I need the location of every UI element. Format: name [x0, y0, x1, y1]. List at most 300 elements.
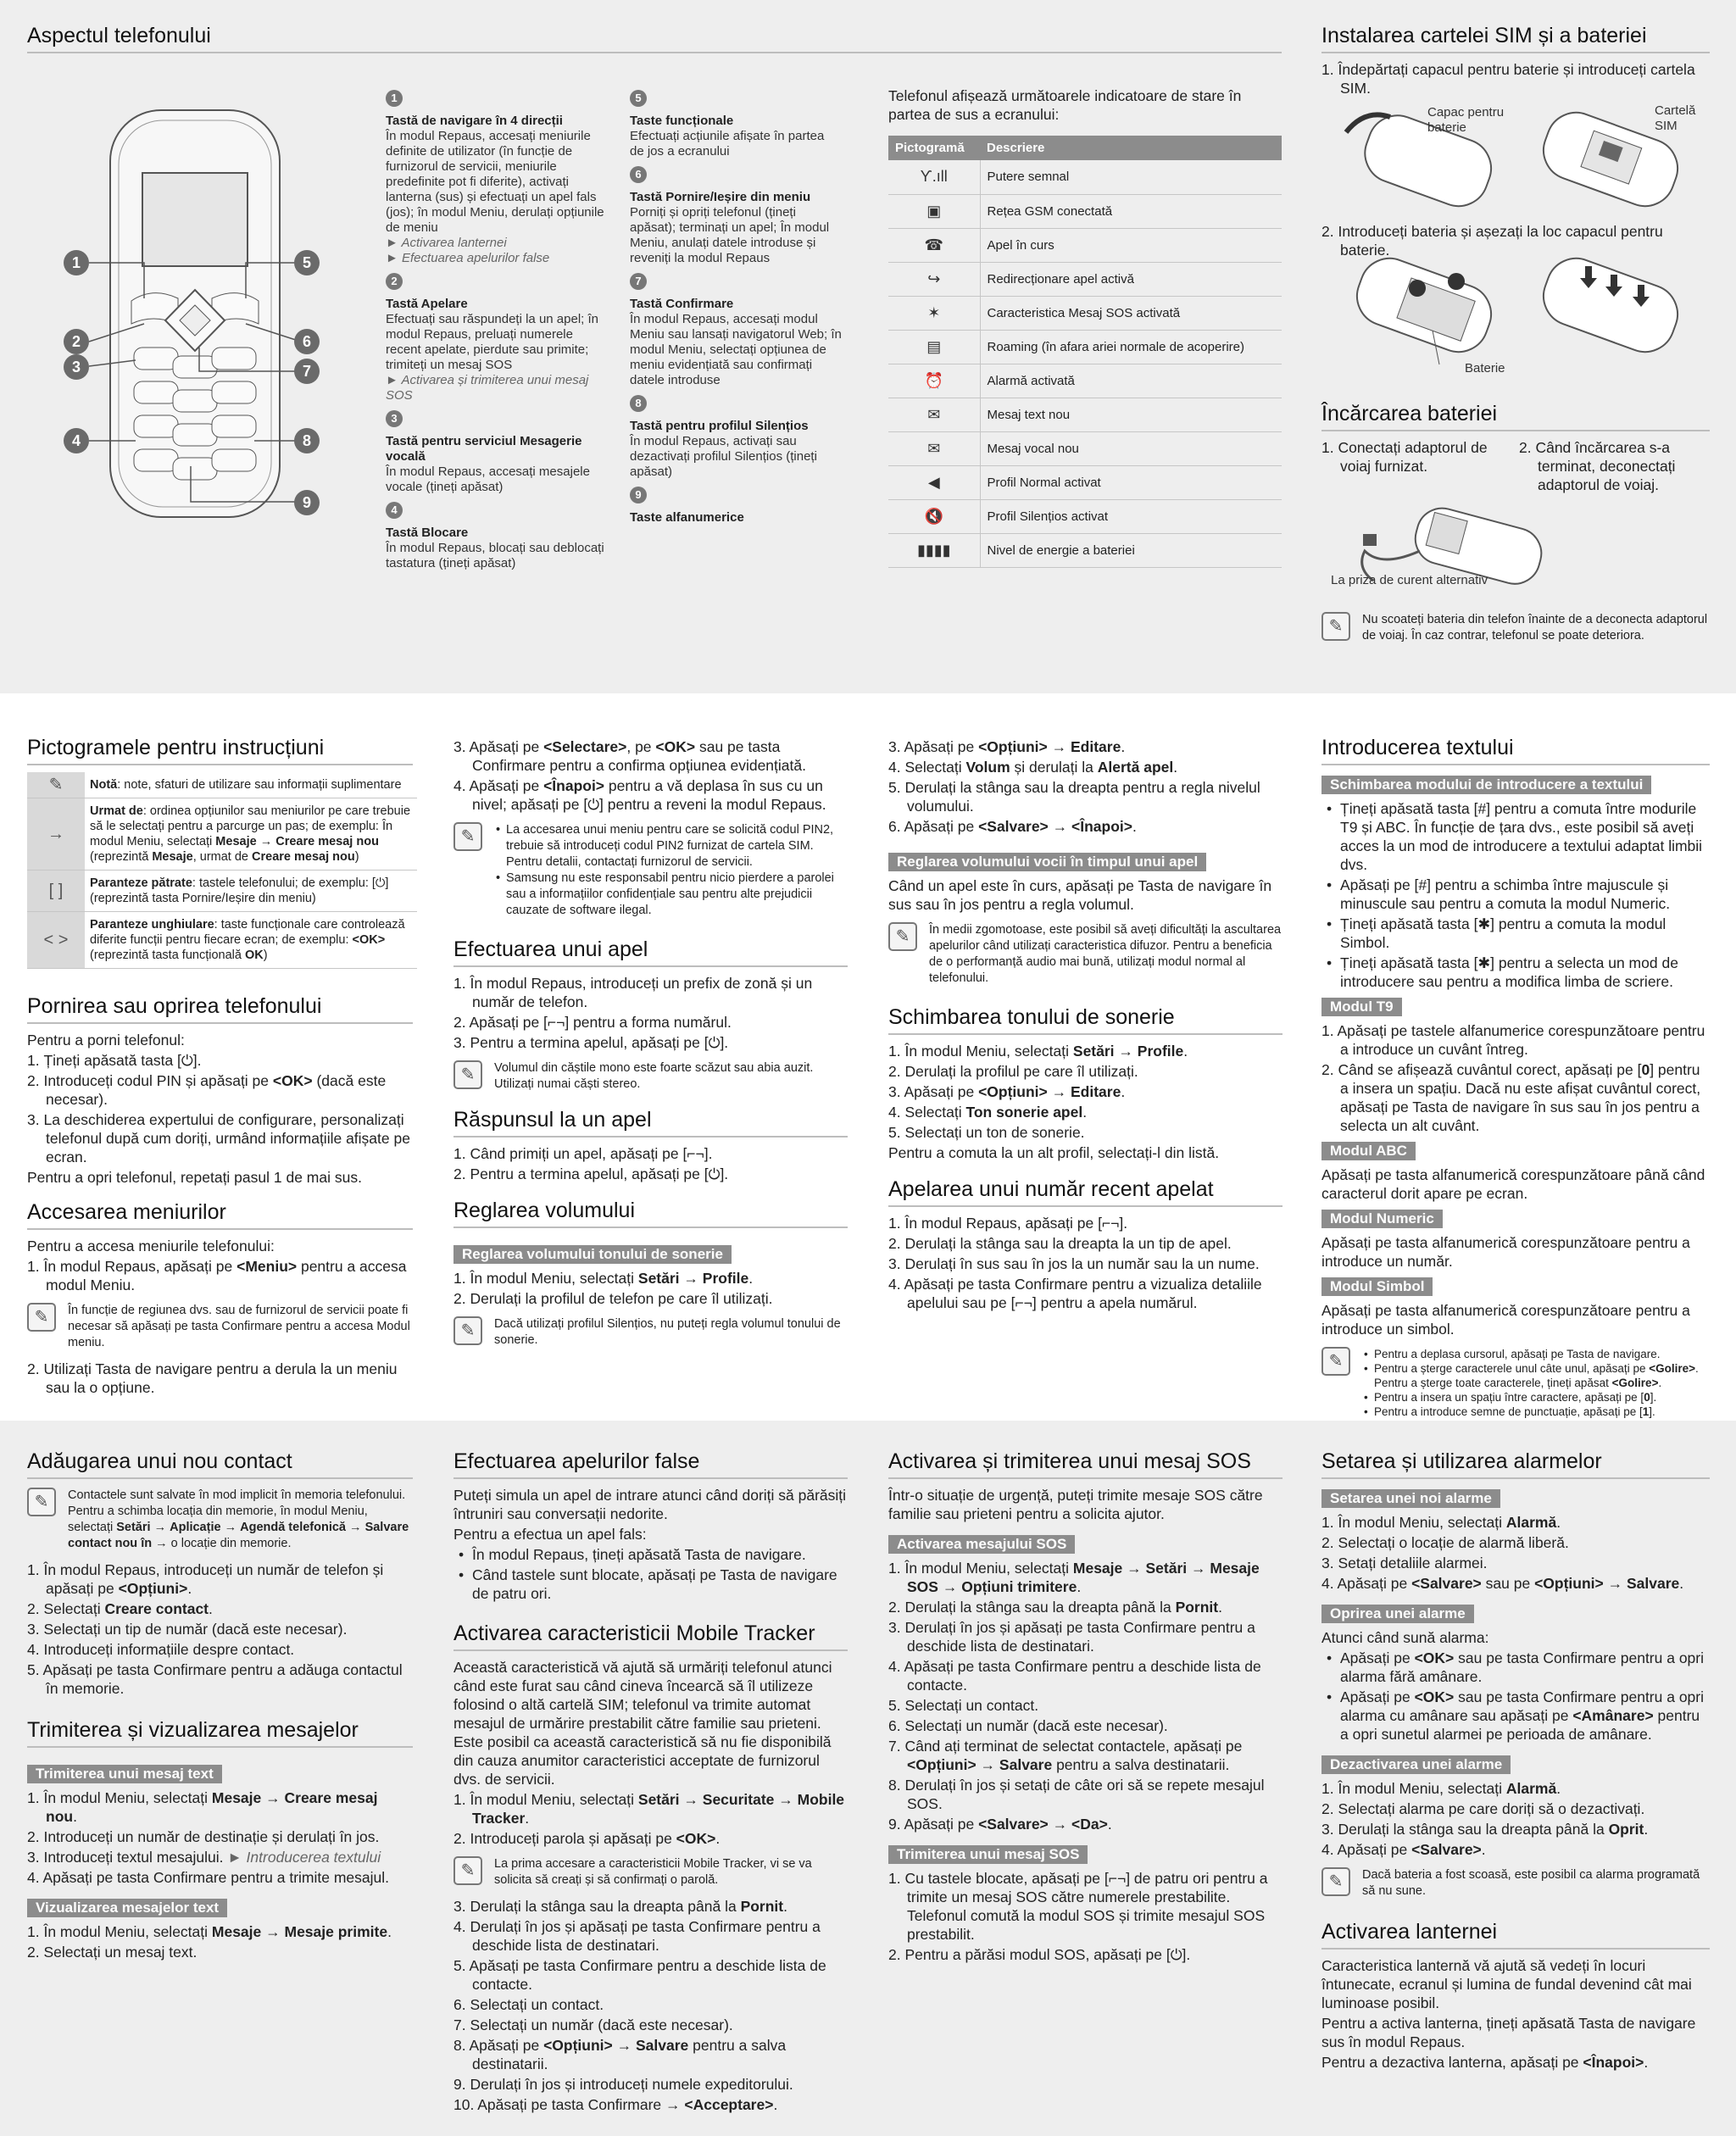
- indicator-desc: Redirecționare apel activă: [980, 262, 1282, 296]
- fake-call-title: Efectuarea apelurilor false: [453, 1449, 848, 1479]
- list-item: 4. Apăsați pe <Salvare>.: [1321, 1841, 1486, 1858]
- list-item: 3. Derulați la stânga sau la dreapta până la Pornit.: [453, 1898, 787, 1915]
- list-item: 3. Derulați în jos și apăsați pe tasta Confirmare pentru a deschide lista de destinatari.: [888, 1619, 1255, 1655]
- indicators-header-icon: Pictogramă: [888, 136, 980, 160]
- list-item: 1. Când primiți un apel, apăsați pe [⌐¬].: [453, 1145, 713, 1162]
- key-title: Taste alfanumerice: [630, 510, 744, 525]
- s2-col-2: [453, 737, 848, 1357]
- list-item: 5. Selectați un contact.: [888, 1697, 1039, 1714]
- numeric-subtitle: Modul Numeric: [1321, 1210, 1443, 1228]
- s2-col-3: [888, 737, 1283, 1314]
- list-item: • Țineți apăsată tasta [#] pentru a comuta între modurile T9 și ABC. În funcție de țara dvs., este posibil să aveți acces la un mod de introducere a textului adaptat limbii dvs.: [1321, 799, 1710, 874]
- abc-text: Apăsați pe tasta alfanumerică corespunzătoare până când caracterul dorit apare pe ecran.: [1321, 1166, 1705, 1202]
- sos-activate-steps: [888, 1559, 1283, 1833]
- list-item: • Pentru a insera un spațiu între caractere, apăsați pe [0].: [1362, 1390, 1710, 1405]
- list-item: 8. Derulați în jos și setați de câte ori să se repete mesajul SOS.: [888, 1777, 1265, 1812]
- list-item: 4. Apăsați pe tasta Confirmare pentru a trimite mesajul.: [27, 1869, 390, 1886]
- lamp-paragraph: Pentru a activa lanterna, țineți apăsată Tasta de navigare sus în modul Repaus.: [1321, 2015, 1696, 2050]
- list-item: 4. Apăsați pe <Înapoi> pentru a vă deplasa în sus cu un nivel; apăsați pe [⏻] pentru a reveni la modul Repaus.: [453, 777, 826, 813]
- list-item: 4. Derulați în jos și apăsați pe tasta Confirmare pentru a deschide lista de destinatari.: [453, 1918, 821, 1954]
- key-title: Tastă Confirmare: [630, 297, 734, 311]
- list-item: 2. Când se afișează cuvântul corect, apăsați pe [0] pentru a insera un spațiu. Dacă nu este afișat cuvântul corect, apăsați pe Tasta de navigare în sus sau în jos pentru a selecta un alt cuvânt.: [1321, 1061, 1701, 1134]
- list-item: 2. Selectați alarma pe care doriți să o dezactivați.: [1321, 1800, 1645, 1817]
- note-icon: ✎: [888, 922, 917, 951]
- list-item: 3. Introduceți textul mesajului. ► Introducerea textului: [27, 1849, 381, 1866]
- callout-8: 8: [294, 428, 320, 453]
- alarm-stop-subtitle: Oprirea unei alarme: [1321, 1605, 1474, 1623]
- list-item: 2. Derulați la stânga sau la dreapta până la Pornit.: [888, 1599, 1222, 1616]
- volume-title: Reglarea volumului: [453, 1199, 848, 1228]
- key-9: [630, 480, 842, 526]
- note-icon: ✎: [27, 1488, 56, 1516]
- t9-steps: [1321, 1021, 1710, 1135]
- power-intro: Pentru a porni telefonul:: [27, 1032, 185, 1049]
- legend-symbol: →: [27, 798, 85, 871]
- menu-steps-2: [27, 1360, 413, 1397]
- sim-step-2: 2. Introduceți bateria și așezați la loc capacul pentru baterie.: [1321, 223, 1663, 259]
- key-body: În modul Repaus, blocați sau deblocați tastatura (țineți apăsat): [386, 541, 604, 570]
- key-title: Taste funcționale: [630, 114, 734, 128]
- note-icon: ✎: [453, 1316, 482, 1345]
- voice-note: [888, 922, 1283, 987]
- sos-send-steps: [888, 1869, 1283, 1964]
- lamp-title: Activarea lanternei: [1321, 1920, 1710, 1950]
- list-item: 2. Introduceți codul PIN și apăsați pe <OK> (dacă este necesar).: [27, 1072, 387, 1108]
- key-body: În modul Repaus, accesați meniurile definite de utilizator (în funcție de furnizorul de servicii, meniurile predefinite pot fi diferite), activați lanterna (sus) și efectuați un apel fals (jos); în modul Meniu, derulați opțiunile de meniu: [386, 129, 604, 235]
- key-number: 5: [630, 90, 647, 107]
- legend-text: Paranteze unghiulare: taste funcționale care controlează diferite funcții pentru fiecare ecran; de exemplu: <OK> (reprezintă tasta funcțională OK): [85, 912, 417, 969]
- sos-send-subtitle: Trimiterea unui mesaj SOS: [888, 1845, 1088, 1864]
- legend-symbol: ✎: [27, 772, 85, 798]
- key-title: Tastă Pornire/Ieșire din meniu: [630, 190, 811, 204]
- note-icon: ✎: [1321, 612, 1350, 641]
- list-item: 2. Apăsați pe [⌐¬] pentru a forma numărul.: [453, 1014, 732, 1031]
- list-item: 4. Selectați Ton sonerie apel.: [888, 1104, 1088, 1121]
- legend-row: [27, 871, 417, 912]
- list-item: • Apăsați pe <OK> sau pe tasta Confirmare pentru a opri alarma cu amânare sau apăsați pe <Amânare> pentru a opri sunetul alarmei pe perioada de amânare.: [1321, 1688, 1710, 1744]
- key-7: [630, 266, 842, 388]
- alarm-set-steps: [1321, 1513, 1710, 1593]
- legend-symbol: [ ]: [27, 871, 85, 912]
- legend-text: Paranteze pătrate: tastele telefonului; de exemplu: [⏻] (reprezintă tasta Pornire/Ieșire din meniu): [85, 871, 417, 912]
- key-title: Tastă pentru profilul Silențios: [630, 419, 809, 433]
- key-body: Efectuați acțiunile afișate în partea de jos a ecranului: [630, 129, 825, 159]
- list-item: 3. La deschiderea expertului de configurare, personalizați telefonul după cum doriți, urmând informațiile afișate pe ecran.: [27, 1111, 410, 1165]
- sim-step-1: 1. Îndepărtați capacul pentru baterie și introduceți cartela SIM.: [1321, 61, 1695, 97]
- aspect-section: [27, 24, 1282, 60]
- numeric-text: Apăsați pe tasta alfanumerică corespunzătoare pentru a introduce un număr.: [1321, 1234, 1690, 1270]
- keys-col-a: [386, 83, 610, 571]
- legend-text: Urmat de: ordinea opțiunilor sau meniurilor pe care trebuie să le selectați pentru a parcurge un pas; de exemplu: În modul Meniu, selectați Mesaje → Creare mesaj nou (reprezintă Mesaje, urmat de Creare mesaj nou): [85, 798, 417, 871]
- key-link[interactable]: ► Activarea și trimiterea unui mesaj SOS: [386, 373, 589, 403]
- volume-steps: [453, 1269, 848, 1308]
- list-item: 6. Apăsați pe <Salvare> → <Înapoi>.: [888, 818, 1137, 835]
- indicator-desc: Mesaj vocal nou: [980, 431, 1282, 465]
- key-body: În modul Repaus, accesați mesajele vocale (țineți apăsat): [386, 464, 590, 494]
- note-text: La prima accesare a caracteristicii Mobile Tracker, vi se va solicita să creați și să confirmați o parolă.: [494, 1857, 812, 1887]
- list-item: • La accesarea unui meniu pentru care se solicită codul PIN2, trebuie să introduceți codul PIN2 furnizat de cartela SIM. Pentru detalii, contactați furnizorul de servicii.: [494, 822, 848, 871]
- indicator-icon: ✉: [888, 398, 980, 431]
- key-title: Tastă de navigare în 4 direcții: [386, 114, 563, 128]
- text-notes: [1321, 1347, 1710, 1419]
- list-item: 4. Apăsați pe <Salvare> sau pe <Opțiuni> → Salvare.: [1321, 1575, 1684, 1592]
- indicators-section: [888, 86, 1282, 568]
- list-item: 5. Apăsați pe tasta Confirmare pentru a deschide lista de contacte.: [453, 1957, 826, 1993]
- power-outro: Pentru a opri telefonul, repetați pasul 1 de mai sus.: [27, 1169, 362, 1186]
- symbol-subtitle: Modul Simbol: [1321, 1277, 1433, 1296]
- indicator-row: [888, 194, 1282, 228]
- tracker-note: [453, 1856, 848, 1888]
- key-link[interactable]: ► Efectuarea apelurilor false: [386, 251, 550, 265]
- indicator-icon: ▮▮▮▮: [888, 533, 980, 567]
- list-item: 2. Introduceți un număr de destinație și derulați în jos.: [27, 1828, 380, 1845]
- list-item: • Pentru a deplasa cursorul, apăsați pe Tasta de navigare.: [1362, 1347, 1710, 1361]
- key-number: 4: [386, 502, 403, 519]
- phone-diagram: [51, 102, 339, 542]
- charge-note-wrap: [1321, 604, 1710, 653]
- sos-text: Într-o situație de urgență, puteți trimite mesaje SOS către familie sau prieteni pentru a solicita ajutor.: [888, 1487, 1263, 1522]
- ring-title: Schimbarea tonului de sonerie: [888, 1005, 1283, 1035]
- indicator-row: [888, 431, 1282, 465]
- list-item: • Samsung nu este responsabil pentru nicio pierdere a parolei sau a informațiilor confidențiale sau pentru alte prejudicii cauzate de software ilegal.: [494, 871, 848, 919]
- list-item: 1. Cu tastele blocate, apăsați pe [⌐¬] de patru ori pentru a trimite un mesaj SOS către numerele prestabilite. Telefonul comută la modul SOS și trimite mesajul SOS prestabilit.: [888, 1870, 1268, 1943]
- indicator-row: [888, 499, 1282, 533]
- label-battery-cover: Capac pentru baterie: [1427, 105, 1505, 135]
- note-text: În funcție de regiunea dvs. sau de furnizorul de servicii poate fi necesar să apăsați pe tasta Confirmare pentru a accesa Modul meniu.: [68, 1304, 410, 1349]
- indicator-row: [888, 364, 1282, 398]
- list-item: 1. În modul Meniu, selectați Setări → Profile.: [888, 1043, 1188, 1060]
- list-item: 10. Apăsați pe tasta Confirmare → <Acceptare>.: [453, 2096, 778, 2113]
- key-number: 3: [386, 410, 403, 427]
- list-item: 2. Selectați Creare contact.: [27, 1600, 213, 1617]
- indicator-desc: Putere semnal: [980, 160, 1282, 194]
- sos-title: Activarea și trimiterea unui mesaj SOS: [888, 1449, 1283, 1479]
- messages-title: Trimiterea și vizualizarea mesajelor: [27, 1718, 413, 1748]
- list-item: • Țineți apăsată tasta [✱] pentru a selecta un mod de introducere sau pentru a modifica limba de scriere.: [1321, 954, 1710, 991]
- list-item: 2. Selectați o locație de alarmă liberă.: [1321, 1534, 1569, 1551]
- list-item: 1. În modul Meniu, selectați Mesaje → Mesaje primite.: [27, 1923, 392, 1940]
- key-number: 9: [630, 487, 647, 503]
- list-item: 2. Utilizați Tasta de navigare pentru a derula la un meniu sau la o opțiune.: [27, 1360, 398, 1396]
- text-bullets: [1321, 799, 1710, 991]
- call-note: [453, 1060, 848, 1093]
- send-message-subtitle: Trimiterea unui mesaj text: [27, 1765, 222, 1783]
- s3-col-3: [888, 1449, 1283, 1966]
- answer-steps: [453, 1144, 848, 1183]
- menu-note: [27, 1303, 413, 1351]
- indicator-row: [888, 330, 1282, 364]
- alarm-note: [1321, 1867, 1710, 1900]
- key-number: 1: [386, 90, 403, 107]
- list-item: 4. Apăsați pe tasta Confirmare pentru a vizualiza detaliile apelului sau pe [⌐¬] pentru a apela numărul.: [888, 1276, 1262, 1311]
- label-sim-card: Cartelă SIM: [1655, 103, 1696, 133]
- key-1: [386, 83, 610, 266]
- picto-title: Pictogramele pentru instrucțiuni: [27, 736, 413, 765]
- key-body: Efectuați sau răspundeți la un apel; în modul Repaus, preluați numerele recent apelate, pierdute sau primite; trimiteți un mesaj SOS: [386, 312, 599, 372]
- note-icon: ✎: [453, 1060, 482, 1089]
- view-messages-subtitle: Vizualizarea mesajelor text: [27, 1899, 227, 1917]
- list-item: 1. În modul Meniu, selectați Alarmă.: [1321, 1780, 1561, 1797]
- legend-row: [27, 798, 417, 871]
- key-4: [386, 495, 610, 571]
- list-item: 9. Apăsați pe <Salvare> → <Da>.: [888, 1816, 1112, 1833]
- note-text: Volumul din căștile mono este foarte scăzut sau abia auzit. Utilizați numai căști stereo.: [494, 1061, 814, 1091]
- call-title: Efectuarea unui apel: [453, 937, 848, 967]
- symbol-text: Apăsați pe tasta alfanumerică corespunzătoare pentru a introduce un simbol.: [1321, 1302, 1690, 1338]
- list-item: 4. Apăsați pe tasta Confirmare pentru a deschide lista de contacte.: [888, 1658, 1261, 1694]
- indicator-row: [888, 533, 1282, 567]
- menu-title: Accesarea meniurilor: [27, 1200, 413, 1230]
- legend-row: [27, 772, 417, 798]
- note-icon: ✎: [1321, 1347, 1350, 1376]
- recent-title: Apelarea unui număr recent apelat: [888, 1177, 1283, 1207]
- s2-col-4: [1321, 736, 1710, 1427]
- indicator-icon: ✉: [888, 431, 980, 465]
- power-steps: [27, 1051, 413, 1166]
- callout-2: 2: [64, 329, 89, 354]
- sim-section: [1321, 24, 1710, 99]
- s3-col-4: [1321, 1449, 1710, 2073]
- contact-title: Adăugarea unui nou contact: [27, 1449, 413, 1479]
- key-number: 6: [630, 166, 647, 183]
- note-text: În medii zgomotoase, este posibil să aveți dificultăți la ascultarea apelurilor când utilizați caracteristica difuzor. Pentru a beneficia de o performanță audio mai bună, utilizați modul normal al telefonului.: [929, 923, 1282, 985]
- sim-title: Instalarea cartelei SIM și a bateriei: [1321, 24, 1710, 53]
- callout-6: 6: [294, 329, 320, 354]
- list-item: 2. Derulați la stânga sau la dreapta la un tip de apel.: [888, 1235, 1232, 1252]
- list-item: 7. Când ați terminat de selectat contactele, apăsați pe <Opțiuni> → Salvare pentru a salva destinatarii.: [888, 1738, 1243, 1773]
- indicator-icon: Ƴ.ıll: [888, 160, 980, 194]
- note-text: Contactele sunt salvate în mod implicit în memoria telefonului. Pentru a schimba locația din memorie, în modul Meniu, selectați Setări → Aplicație → Agendă telefonică → Salvare contact nou în → o locație din memorie.: [68, 1488, 409, 1550]
- key-number: 7: [630, 273, 647, 290]
- key-8: [630, 388, 842, 480]
- list-item: 1. Țineți apăsată tasta [⏻].: [27, 1052, 202, 1069]
- alarm-title: Setarea și utilizarea alarmelor: [1321, 1449, 1710, 1479]
- voice-subtitle: Reglarea volumului vocii în timpul unui apel: [888, 853, 1206, 871]
- list-item: 3. Derulați în sus sau în jos la un număr sau la un nume.: [888, 1255, 1260, 1272]
- list-item: 3. Apăsați pe <Opțiuni> → Editare.: [888, 738, 1126, 755]
- list-item: 3. Apăsați pe <Opțiuni> → Editare.: [888, 1083, 1126, 1100]
- indicator-icon: 🔇: [888, 499, 980, 533]
- list-item: 1. În modul Meniu, selectați Mesaje → Creare mesaj nou.: [27, 1789, 378, 1825]
- list-item: • Pentru a introduce semne de punctuație, apăsați pe [1].: [1362, 1405, 1710, 1419]
- key-title: Tastă Blocare: [386, 526, 469, 540]
- indicator-row: [888, 228, 1282, 262]
- alarm-stop-bullets: [1321, 1649, 1710, 1744]
- indicator-desc: Alarmă activată: [980, 364, 1282, 398]
- alarm-disable-subtitle: Dezactivarea unei alarme: [1321, 1755, 1511, 1774]
- menu-steps: [27, 1257, 413, 1294]
- t9-subtitle: Modul T9: [1321, 998, 1402, 1016]
- tracker-steps-cont: [453, 1897, 848, 2114]
- list-item: 7. Selectați un număr (dacă este necesar).: [453, 2016, 733, 2033]
- indicator-icon: ◀: [888, 465, 980, 499]
- list-item: 1. În modul Meniu, selectați Mesaje → Setări → Mesaje SOS → Opțiuni trimitere.: [888, 1560, 1260, 1595]
- volume-note: [453, 1316, 848, 1349]
- menu-notes: [453, 822, 848, 919]
- list-item: • Când tastele sunt blocate, apăsați pe Tasta de navigare de patru ori.: [453, 1566, 848, 1603]
- list-item: 5. Apăsați pe tasta Confirmare pentru a adăuga contactul în memorie.: [27, 1661, 403, 1697]
- list-item: 3. Pentru a termina apelul, apăsați pe [⏻].: [453, 1034, 729, 1051]
- fake-call-text: Puteți simula un apel de intrare atunci când doriți să părăsiți întruniri sau conversații nedorite.: [453, 1487, 847, 1522]
- key-body: În modul Repaus, activați sau dezactivați profilul Silențios (țineți apăsat): [630, 434, 817, 479]
- list-item: 1. În modul Meniu, selectați Alarmă.: [1321, 1514, 1561, 1531]
- abc-subtitle: Modul ABC: [1321, 1142, 1416, 1160]
- contact-note: [27, 1488, 413, 1552]
- callout-1: 1: [64, 250, 89, 275]
- alarm-stop-intro: Atunci când sună alarma:: [1321, 1629, 1489, 1646]
- send-message-steps: [27, 1788, 413, 1887]
- legend-symbol: < >: [27, 912, 85, 969]
- key-title: Tastă Apelare: [386, 297, 468, 311]
- sos-activate-subtitle: Activarea mesajului SOS: [888, 1535, 1075, 1554]
- voice-text: Când un apel este în curs, apăsați pe Tasta de navigare în sus sau în jos pentru a regla volumul.: [888, 877, 1272, 913]
- indicator-desc: Rețea GSM conectată: [980, 194, 1282, 228]
- lamp-text: [1321, 1956, 1710, 2072]
- charge-title: Încărcarea bateriei: [1321, 402, 1710, 431]
- call-steps: [453, 974, 848, 1052]
- volume-subtitle: Reglarea volumului tonului de sonerie: [453, 1245, 732, 1264]
- indicator-icon: ↪: [888, 262, 980, 296]
- charger-label: La priza de curent alternativ: [1331, 573, 1488, 587]
- indicator-row: [888, 262, 1282, 296]
- power-title: Pornirea sau oprirea telefonului: [27, 994, 413, 1024]
- s3-col-1: [27, 1449, 413, 1963]
- callout-4: 4: [64, 428, 89, 453]
- charge-note-text: Nu scoateți bateria din telefon înainte de a deconecta adaptorul de voiaj. În caz contrar, telefonul se poate deteriora.: [1362, 613, 1708, 642]
- list-item: 3. Selectați un tip de număr (dacă este necesar).: [27, 1621, 348, 1638]
- callout-3: 3: [64, 354, 89, 380]
- note-icon: ✎: [1321, 1867, 1350, 1896]
- note-text: Dacă utilizați profilul Silențios, nu puteți regla volumul tonului de sonerie.: [494, 1317, 841, 1347]
- indicator-desc: Profil Silențios activat: [980, 499, 1282, 533]
- indicators-table: [888, 136, 1282, 568]
- answer-title: Răspunsul la un apel: [453, 1108, 848, 1138]
- fake-call-intro: Pentru a efectua un apel fals:: [453, 1526, 647, 1543]
- key-5: [630, 83, 842, 159]
- alarm-set-subtitle: Setarea unei noi alarme: [1321, 1489, 1500, 1508]
- list-item: 2. Derulați la profilul de telefon pe care îl utilizați.: [453, 1290, 773, 1307]
- list-item: 4. Introduceți informațiile despre contact.: [27, 1641, 295, 1658]
- key-6: [630, 159, 842, 266]
- ring-steps: [888, 1042, 1283, 1142]
- key-link[interactable]: ► Activarea lanternei: [386, 236, 507, 250]
- tracker-text: Această caracteristică vă ajută să urmăriți telefonul atunci când este furat sau când cineva încearcă să îl utilizeze folosind o altă cartelă SIM; telefonul va trimite automat mesajul de urmărire prestabilit către familie sau prieteni. Este posibil ca această caracteristică să nu fie disponibilă din cauza anumitor caracteristici acceptate de furnizorul dvs. de servicii.: [453, 1659, 832, 1788]
- list-item: 2. Selectați un mesaj text.: [27, 1944, 198, 1961]
- indicator-row: [888, 398, 1282, 431]
- list-item: 1. În modul Repaus, apăsați pe [⌐¬].: [888, 1215, 1128, 1232]
- volume-steps-cont: [888, 737, 1283, 836]
- legend-row: [27, 912, 417, 969]
- list-item: 5. Derulați la stânga sau la dreapta pentru a regla nivelul volumului.: [888, 779, 1260, 815]
- ring-outro: Pentru a comuta la un alt profil, selectați-l din listă.: [888, 1144, 1220, 1161]
- list-item: • Țineți apăsată tasta [✱] pentru a comuta la modul Simbol.: [1321, 915, 1710, 952]
- key-body: Porniți și opriți telefonul (țineți apăsat); terminați un apel; În modul Meniu, anulați datele introduse și reveniți la modul Repaus: [630, 205, 830, 265]
- list-item: 4. Selectați Volum și derulați la Alertă apel.: [888, 759, 1178, 776]
- s3-col-2: [453, 1449, 848, 2116]
- menu-intro: Pentru a accesa meniurile telefonului:: [27, 1238, 275, 1254]
- lamp-paragraph: Pentru a dezactiva lanterna, apăsați pe <Înapoi>.: [1321, 2054, 1649, 2071]
- text-title: Introducerea textului: [1321, 736, 1710, 765]
- tracker-title: Activarea caracteristicii Mobile Tracker: [453, 1621, 848, 1651]
- legend-text: Notă: note, sfaturi de utilizare sau informații suplimentare: [85, 772, 417, 798]
- charge-step-2: 2. Când încărcarea s-a terminat, deconectați adaptorul de voiaj.: [1519, 439, 1676, 493]
- view-messages-steps: [27, 1922, 413, 1961]
- lamp-paragraph: Caracteristica lanternă vă ajută să vedeți în locuri întunecate, ecranul și lumina de fundal devenind cât mai luminoase posibil.: [1321, 1957, 1692, 2011]
- key-title: Tastă pentru serviciul Mesagerie vocală: [386, 434, 582, 464]
- list-item: 3. Setați detaliile alarmei.: [1321, 1555, 1488, 1571]
- list-item: 9. Derulați în jos și introduceți numele expeditorului.: [453, 2076, 793, 2093]
- charge-note: [1321, 612, 1710, 644]
- list-item: 1. În modul Repaus, introduceți un număr de telefon și apăsați pe <Opțiuni>.: [27, 1561, 384, 1597]
- charge-step-1: 1. Conectați adaptorul de voiaj furnizat.: [1321, 439, 1488, 475]
- list-item: 2. Pentru a părăsi modul SOS, apăsați pe [⏻].: [888, 1946, 1191, 1963]
- indicator-icon: ⏰: [888, 364, 980, 398]
- list-item: 2. Derulați la profilul pe care îl utilizați.: [888, 1063, 1138, 1080]
- indicator-desc: Apel în curs: [980, 228, 1282, 262]
- indicators-header-desc: Descriere: [980, 136, 1282, 160]
- list-item: 5. Selectați un ton de sonerie.: [888, 1124, 1085, 1141]
- key-body: În modul Repaus, accesați modul Meniu sau lansați navigatorul Web; în modul Meniu, selectați opțiunea de meniu evidențiată sau confirmați datele introduse: [630, 312, 842, 387]
- text-subtitle: Schimbarea modului de introducere a textului: [1321, 776, 1651, 794]
- aspect-title: Aspectul telefonului: [27, 24, 1282, 53]
- keys-col-b: [630, 83, 842, 526]
- indicator-icon: ☎: [888, 228, 980, 262]
- tracker-steps: [453, 1790, 848, 1848]
- note-icon: ✎: [27, 1303, 56, 1332]
- fake-call-bullets: [453, 1545, 848, 1603]
- indicator-desc: Profil Normal activat: [980, 465, 1282, 499]
- list-item: 1. În modul Meniu, selectați Setări → Profile.: [453, 1270, 754, 1287]
- note-icon: ✎: [453, 1856, 482, 1885]
- key-2: [386, 266, 610, 403]
- note-text: Dacă bateria a fost scoasă, este posibil ca alarma programată să nu sune.: [1362, 1868, 1700, 1898]
- contact-steps: [27, 1560, 413, 1698]
- key-number: 8: [630, 395, 647, 412]
- list-item: • În modul Repaus, țineți apăsată Tasta de navigare.: [453, 1545, 848, 1564]
- list-item: 1. În modul Repaus, apăsați pe <Meniu> pentru a accesa modul Meniu.: [27, 1258, 407, 1293]
- indicator-desc: Mesaj text nou: [980, 398, 1282, 431]
- indicator-desc: Nivel de energie a bateriei: [980, 533, 1282, 567]
- charger-illustration: [1348, 500, 1568, 585]
- list-item: 3. Apăsați pe <Selectare>, pe <OK> sau pe tasta Confirmare pentru a confirma opțiunea evidențiată.: [453, 738, 806, 774]
- indicator-icon: ✶: [888, 296, 980, 330]
- recent-steps: [888, 1214, 1283, 1312]
- indicator-row: [888, 296, 1282, 330]
- callout-5: 5: [294, 250, 320, 275]
- list-item: • Apăsați pe [#] pentru a schimba între majuscule și minuscule sau pentru a comuta la modul Numeric.: [1321, 876, 1710, 913]
- list-item: 1. Apăsați pe tastele alfanumerice corespunzătoare pentru a introduce un cuvânt întreg.: [1321, 1022, 1705, 1058]
- indicator-row: [888, 465, 1282, 499]
- menu-steps-cont: [453, 737, 848, 814]
- s2-col-1: [27, 736, 413, 1399]
- indicator-row: [888, 160, 1282, 194]
- list-item: 2. Introduceți parola și apăsați pe <OK>.: [453, 1830, 721, 1847]
- list-item: 1. În modul Repaus, introduceți un prefix de zonă și un număr de telefon.: [453, 975, 813, 1010]
- callout-9: 9: [294, 490, 320, 515]
- indicator-desc: Roaming (în afara ariei normale de acoperire): [980, 330, 1282, 364]
- list-item: • Apăsați pe <OK> sau pe tasta Confirmare pentru a opri alarma fără amânare.: [1321, 1649, 1710, 1686]
- indicator-icon: ▣: [888, 194, 980, 228]
- list-item: 1. În modul Meniu, selectați Setări → Securitate → Mobile Tracker.: [453, 1791, 845, 1827]
- alarm-disable-steps: [1321, 1779, 1710, 1859]
- indicator-icon: ▤: [888, 330, 980, 364]
- indicators-intro: Telefonul afișează următoarele indicatoare de stare în partea de sus a ecranului:: [888, 87, 1242, 123]
- legend-table: [27, 772, 417, 969]
- note-icon: ✎: [453, 822, 482, 851]
- list-item: 3. Derulați la stânga sau la dreapta până la Oprit.: [1321, 1821, 1649, 1838]
- key-number: 2: [386, 273, 403, 290]
- charge-section: [1321, 402, 1710, 496]
